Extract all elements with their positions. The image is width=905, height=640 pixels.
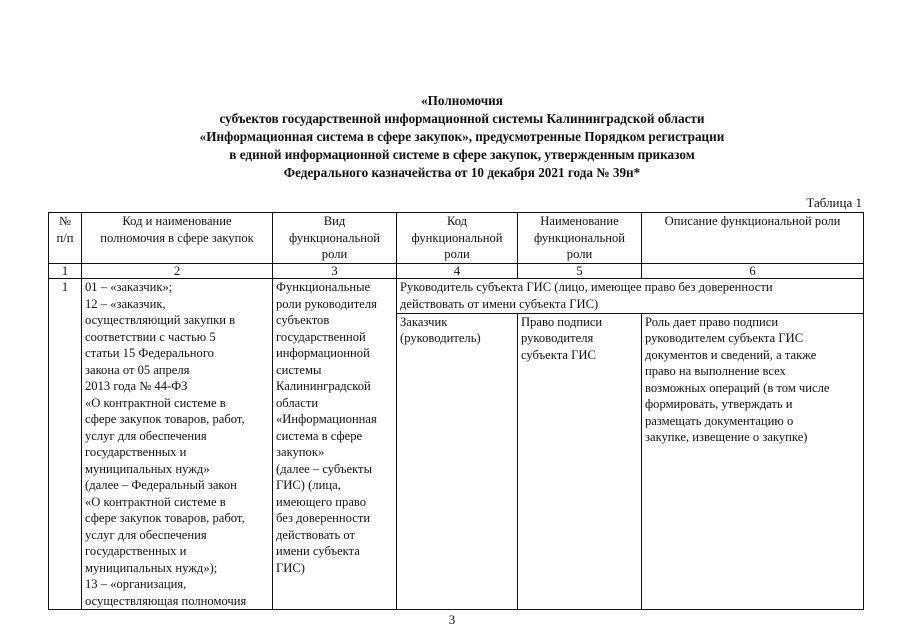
- cell-line: государственных и: [85, 445, 187, 459]
- role-type-cell: [273, 279, 397, 610]
- cell-line: руководителя: [521, 331, 594, 346]
- header-text: полномочия в сфере закупок: [100, 230, 254, 245]
- header-text: №: [58, 214, 72, 228]
- header-text: Наименование: [540, 214, 619, 228]
- cell-line: размещать документацию о: [645, 413, 794, 428]
- cell-line: 12 – «заказчик,: [85, 296, 166, 311]
- cell-line: Заказчик: [400, 314, 448, 329]
- column-number: 3: [273, 264, 397, 279]
- cell-line: право на выполнение всех: [645, 364, 786, 379]
- cell-line: муниципальных нужд»: [85, 461, 210, 476]
- cell-line: имеющего право: [276, 494, 367, 509]
- cell-line: действовать от: [276, 527, 356, 542]
- header-cell-role-code: [397, 213, 518, 264]
- document-title: [120, 92, 804, 182]
- cell-line: «Информационная: [276, 412, 377, 426]
- cell-line: Руководитель субъекта ГИС (лицо, имеющее право без доверенности: [400, 280, 773, 294]
- cell-line: государственных и: [85, 544, 187, 558]
- cell-line: соответствии с частью 5: [85, 329, 216, 344]
- header-cell-authority: [82, 213, 273, 264]
- cell-line: система в сфере: [276, 428, 363, 443]
- cell-line: сфере закупок товаров, работ,: [85, 412, 245, 426]
- cell-line: ГИС): [276, 560, 305, 575]
- header-text: Код и наименование: [122, 214, 232, 228]
- cell-line: услуг для обеспечения: [85, 428, 207, 443]
- row-number: 1: [49, 279, 82, 610]
- cell-line: (руководитель): [400, 331, 481, 346]
- cell-line: государственной: [276, 329, 366, 344]
- column-number: 6: [642, 264, 864, 279]
- column-number: 1: [49, 264, 82, 279]
- title-line: Федерального казначейства от 10 декабря 2021 года № 39н*: [283, 165, 641, 180]
- title-line: «Полномочия: [421, 93, 503, 108]
- cell-line: осуществляющая полномочия: [85, 593, 247, 608]
- cell-line: «О контрактной системе в: [85, 395, 226, 410]
- cell-line: закупке, извещение о закупке): [645, 430, 808, 445]
- authority-table: [48, 212, 864, 610]
- cell-line: формировать, утверждать и: [645, 397, 793, 412]
- header-cell-role-type: [273, 213, 397, 264]
- role-group-header-cell: [397, 279, 864, 314]
- cell-line: сфере закупок товаров, работ,: [85, 511, 245, 525]
- table-row: [49, 279, 864, 314]
- header-text: Описание функциональной роли: [664, 214, 841, 228]
- column-number: 2: [82, 264, 273, 279]
- title-line: в единой информационной системе в сфере закупок, утвержденным приказом: [229, 147, 695, 162]
- column-number: 5: [518, 264, 642, 279]
- cell-line: закона от 05 апреля: [85, 362, 190, 377]
- cell-line: документов и сведений, а также: [645, 347, 817, 362]
- cell-line: осуществляющий закупки в: [85, 313, 236, 327]
- header-text: роли: [566, 247, 593, 261]
- cell-line: руководителем субъекта ГИС: [645, 331, 804, 346]
- column-number: 4: [397, 264, 518, 279]
- cell-line: без доверенности: [276, 511, 371, 525]
- cell-line: имени субъекта: [276, 544, 360, 558]
- authority-cell: [82, 279, 273, 610]
- table-label: Таблица 1: [806, 195, 862, 210]
- header-cell-role-description: [642, 213, 864, 264]
- role-description-cell: [642, 313, 864, 609]
- header-text: функциональной: [533, 230, 626, 245]
- column-number-row: [49, 264, 864, 279]
- cell-line: 13 – «организация,: [85, 577, 187, 591]
- cell-line: 01 – «заказчик»;: [85, 280, 173, 294]
- header-row: [49, 213, 864, 264]
- header-cell-role-name: [518, 213, 642, 264]
- cell-line: услуг для обеспечения: [85, 527, 207, 542]
- cell-line: Право подписи: [521, 314, 603, 329]
- title-line: субъектов государственной информационной системы Калининградской области: [219, 111, 705, 126]
- header-text: роли: [444, 247, 470, 261]
- header-text: п/п: [56, 230, 74, 245]
- cell-line: роли руководителя: [276, 296, 377, 311]
- cell-line: Роль дает право подписи: [645, 314, 779, 329]
- page-number: 3: [448, 612, 456, 627]
- header-cell-number: [49, 213, 82, 264]
- header-text: Вид: [323, 214, 346, 228]
- role-name-cell: [518, 313, 642, 609]
- cell-line: системы: [276, 362, 322, 377]
- cell-line: Калининградской: [276, 379, 371, 393]
- role-code-cell: [397, 313, 518, 609]
- title-line: «Информационная система в сфере закупок», предусмотренные Порядком регистрации: [199, 129, 725, 144]
- cell-line: статьи 15 Федерального: [85, 346, 214, 360]
- cell-line: «О контрактной системе в: [85, 494, 226, 509]
- header-text: Код: [446, 214, 468, 228]
- header-text: функциональной: [288, 230, 381, 245]
- cell-line: действовать от имени субъекта ГИС): [400, 296, 599, 311]
- cell-line: муниципальных нужд»);: [85, 560, 218, 575]
- cell-line: закупок»: [276, 445, 325, 459]
- cell-line: области: [276, 395, 319, 410]
- cell-line: субъекта ГИС: [521, 347, 596, 362]
- cell-line: информационной: [276, 346, 370, 360]
- cell-line: субъектов: [276, 313, 330, 327]
- cell-line: (далее – Федеральный закон: [85, 478, 237, 492]
- cell-line: возможных операций (в том числе: [645, 380, 830, 395]
- cell-line: 2013 года № 44-ФЗ: [85, 379, 188, 393]
- cell-line: (далее – субъекты: [276, 461, 373, 476]
- header-text: роли: [321, 247, 348, 261]
- cell-line: ГИС) (лица,: [276, 478, 341, 492]
- cell-line: Функциональные: [276, 280, 371, 294]
- header-text: функциональной: [411, 230, 503, 245]
